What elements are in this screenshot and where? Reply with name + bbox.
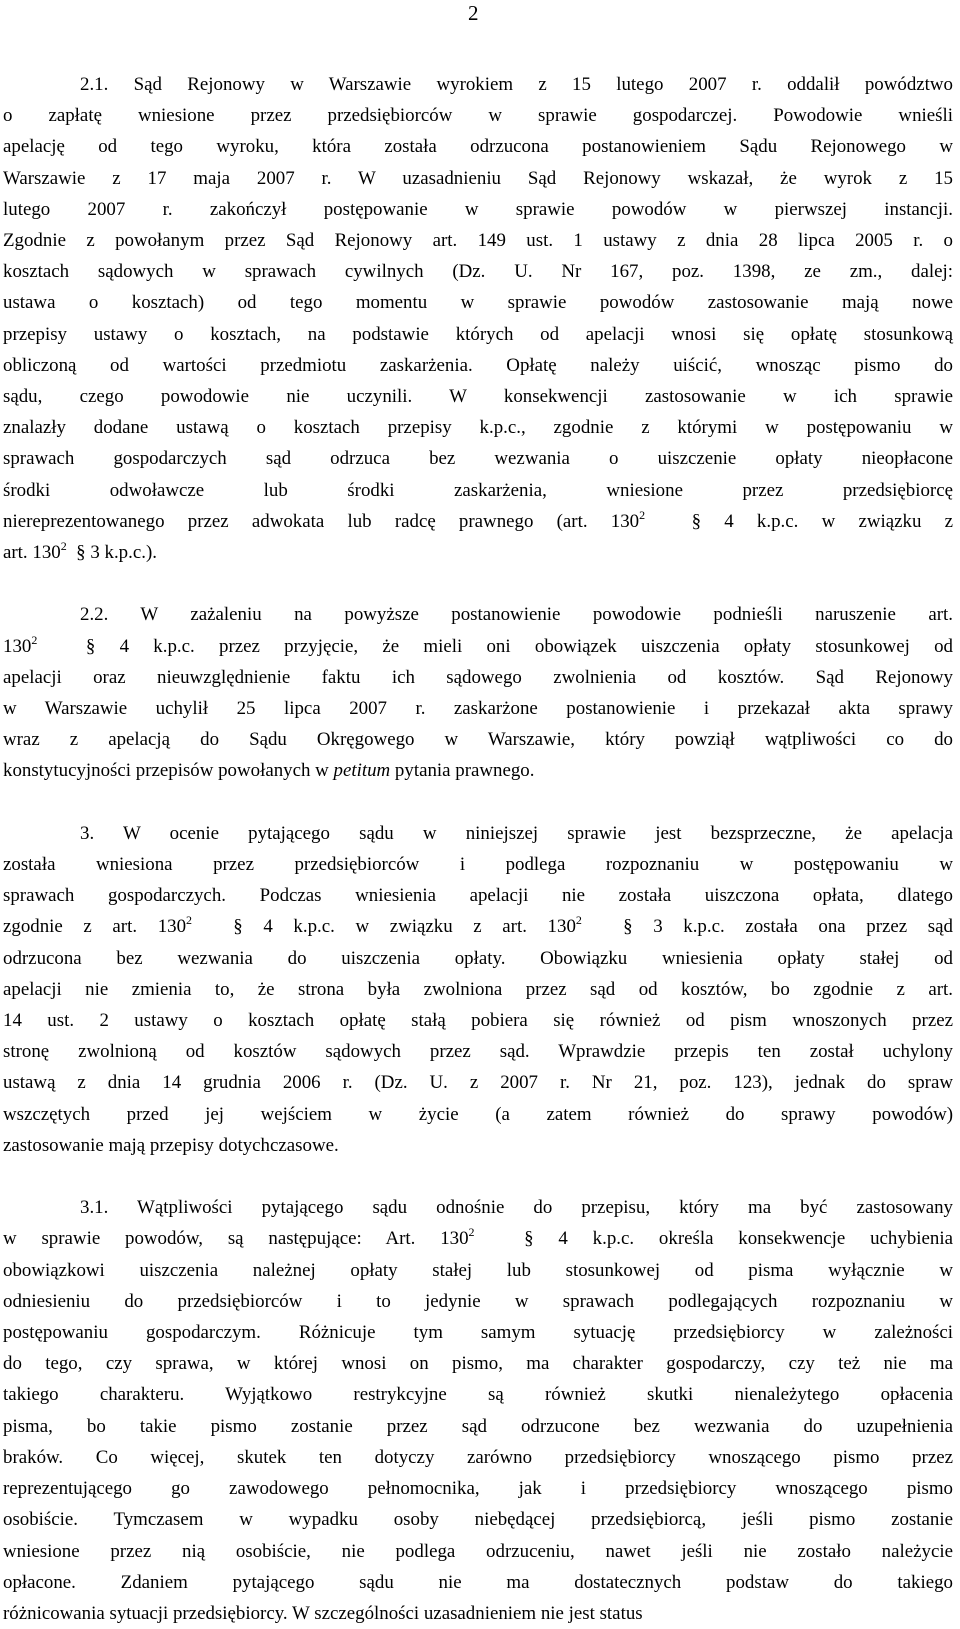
- text-line: obliczoną od wartości przedmiotu zaskarżenia. Opłatę należy uiścić, wnosząc pismo do: [3, 354, 953, 376]
- text-line: odrzucona bez wezwania do uiszczenia opłaty. Obowiązku wniesienia opłaty stałej od: [3, 947, 953, 969]
- text-line: sądu, czego powodowie nie uczynili. W konsekwencji zastosowanie w ich sprawie: [3, 386, 953, 408]
- text-line: ustawa o kosztach) od tego momentu w sprawie powodów zastosowanie mają nowe: [3, 292, 953, 314]
- text-line: pisma, bo takie pismo zostanie przez sąd odrzucone bez wezwania do uzupełnienia: [3, 1415, 953, 1437]
- text-line: wszczętych przed jej wejściem w życie (a zatem również do sprawy powodów): [3, 1103, 953, 1125]
- text-line: ustawą z dnia 14 grudnia 2006 r. (Dz. U. z 2007 r. Nr 21, poz. 123), jednak do spraw: [3, 1072, 953, 1094]
- superscript: 2: [31, 632, 38, 647]
- text-line: 14 ust. 2 ustawy o kosztach opłatę stałą pobiera się również od pism wnoszonych przez: [3, 1010, 953, 1032]
- paragraph-2-1: [3, 69, 953, 568]
- text-line: różnicowania sytuacji przedsiębiorcy. W szczególności uzasadnieniem nie jest status: [3, 1602, 643, 1624]
- text-line: braków. Co więcej, skutek ten dotyczy zarówno przedsiębiorcy wnoszącego pismo przez: [3, 1446, 953, 1468]
- text-line: zastosowanie mają przepisy dotychczasowe.: [3, 1134, 339, 1156]
- text-line: stronę zwolnioną od kosztów sądowych przez sąd. Wprawdzie przepis ten został uchylony: [3, 1041, 953, 1063]
- text-line: odniesieniu do przedsiębiorców i to jedynie w sprawach podlegających rozpoznaniu w: [3, 1290, 953, 1312]
- text-line: wniesione przez nią osobiście, nie podlega odrzuceniu, nawet jeśli nie zostało należycie: [3, 1540, 953, 1562]
- text-line: sprawach gospodarczych sąd odrzuca bez wezwania o uiszczenie opłaty nieopłacone: [3, 448, 953, 470]
- text-line: do tego, czy sprawa, w której wnosi on pismo, ma charakter gospodarczy, czy też nie ma: [3, 1353, 953, 1375]
- text-line: Zgodnie z powołanym przez Sąd Rejonowy art. 149 ust. 1 ustawy z dnia 28 lipca 2005 r. o: [3, 230, 953, 252]
- text-line: apelację od tego wyroku, która została odrzucona postanowieniem Sądu Rejonowego w: [3, 136, 953, 158]
- text-line: zgodnie z art. $130^2$ § 4 k.p.c. w związku z art. $130^2$ § 3 k.p.c. została ona przez sąd: [3, 913, 953, 938]
- text-line: art. $130^2$ § 3 k.p.c.).: [3, 539, 157, 564]
- page-number: 2: [468, 1, 479, 25]
- superscript: 2: [468, 1225, 475, 1240]
- text-line: niereprezentowanego przez adwokata lub radcę prawnego (art. $130^2$ § 4 k.p.c. w związku z: [3, 507, 953, 532]
- text-line: 3.1. Wątpliwości pytającego sądu odnośnie do przepisu, który ma być zastosowany: [80, 1197, 953, 1219]
- text-line: o zapłatę wniesione przez przedsiębiorców w sprawie gospodarczej. Powodowie wnieśli: [3, 105, 953, 127]
- superscript: 2: [575, 913, 582, 928]
- text-line: przepisy ustawy o kosztach, na podstawie których od apelacji wnosi się opłatę stosunkową: [3, 323, 953, 345]
- italic-term: petitum: [333, 760, 391, 782]
- superscript: 2: [186, 913, 193, 928]
- text-line: reprezentującego go zawodowego pełnomocnika, jak i przedsiębiorcy wnoszącego pismo: [3, 1478, 953, 1500]
- text-line: 2.2. W zażaleniu na powyższe postanowienie powodowie podnieśli naruszenie art.: [80, 604, 953, 626]
- text-line: opłacone. Zdaniem pytającego sądu nie ma dostatecznych podstaw do takiego: [3, 1571, 953, 1593]
- text-line: została wniesiona przez przedsiębiorców i podlega rozpoznaniu w postępowaniu w: [3, 854, 953, 876]
- text-line: postępowaniu gospodarczym. Różnicuje tym samym sytuację przedsiębiorcy w zależności: [3, 1322, 953, 1344]
- text-line: apelacji oraz nieuwzględnienie faktu ich sądowego zwolnienia od kosztów. Sąd Rejonowy: [3, 666, 953, 688]
- text-line: osobiście. Tymczasem w wypadku osoby niebędącej przedsiębiorcą, jeśli pismo zostanie: [3, 1509, 953, 1531]
- text-line: $130^2$ § 4 k.p.c. przez przyjęcie, że mieli oni obowiązek uiszczenia opłaty stosunkowej od: [3, 632, 953, 657]
- text-line: 2.1. Sąd Rejonowy w Warszawie wyrokiem z 15 lutego 2007 r. oddalił powództwo: [80, 74, 953, 95]
- text-line: znalazły dodane ustawą o kosztach przepisy k.p.c., zgodnie z którymi w postępowaniu w: [3, 417, 953, 439]
- paragraph-2-2: [3, 599, 953, 786]
- document-body: [3, 69, 953, 1629]
- text-line: w Warszawie uchylił 25 lipca 2007 r. zaskarżone postanowienie i przekazał akta sprawy: [3, 698, 953, 720]
- text-line: konstytucyjności przepisów powołanych w petitum pytania prawnego.: [3, 760, 535, 782]
- text-line: takiego charakteru. Wyjątkowo restrykcyjne są również skutki nienależytego opłacenia: [3, 1384, 953, 1406]
- superscript: 2: [639, 507, 646, 522]
- text-line: wraz z apelacją do Sądu Okręgowego w Warszawie, który powziął wątpliwości co do: [3, 729, 953, 751]
- text-line: obowiązkowi uiszczenia należnej opłaty stałej lub stosunkowej od pisma wyłącznie w: [3, 1259, 953, 1281]
- text-line: kosztach sądowych w sprawach cywilnych (Dz. U. Nr 167, poz. 1398, ze zm., dalej:: [3, 261, 953, 283]
- text-line: 3. W ocenie pytającego sądu w niniejszej sprawie jest bezsprzeczne, że apelacja: [80, 822, 953, 844]
- text-line: sprawach gospodarczych. Podczas wniesienia apelacji nie została uiszczona opłata, dlatego: [3, 885, 953, 907]
- text-line: Warszawie z 17 maja 2007 r. W uzasadnieniu Sąd Rejonowy wskazał, że wyrok z 15: [3, 167, 953, 189]
- text-line: apelacji nie zmienia to, że strona była zwolniona przez sąd od kosztów, bo zgodnie z art.: [3, 978, 953, 1000]
- paragraph-3-1: [3, 1192, 953, 1629]
- superscript: 2: [60, 539, 67, 554]
- text-line: środki odwoławcze lub środki zaskarżenia, wniesione przez przedsiębiorcę: [3, 479, 953, 501]
- text-line: w sprawie powodów, są następujące: Art. $130^2$ § 4 k.p.c. określa konsekwencje uchybienia: [3, 1225, 953, 1250]
- text-line: lutego 2007 r. zakończył postępowanie w sprawie powodów w pierwszej instancji.: [3, 198, 953, 220]
- paragraph-3: [3, 818, 953, 1161]
